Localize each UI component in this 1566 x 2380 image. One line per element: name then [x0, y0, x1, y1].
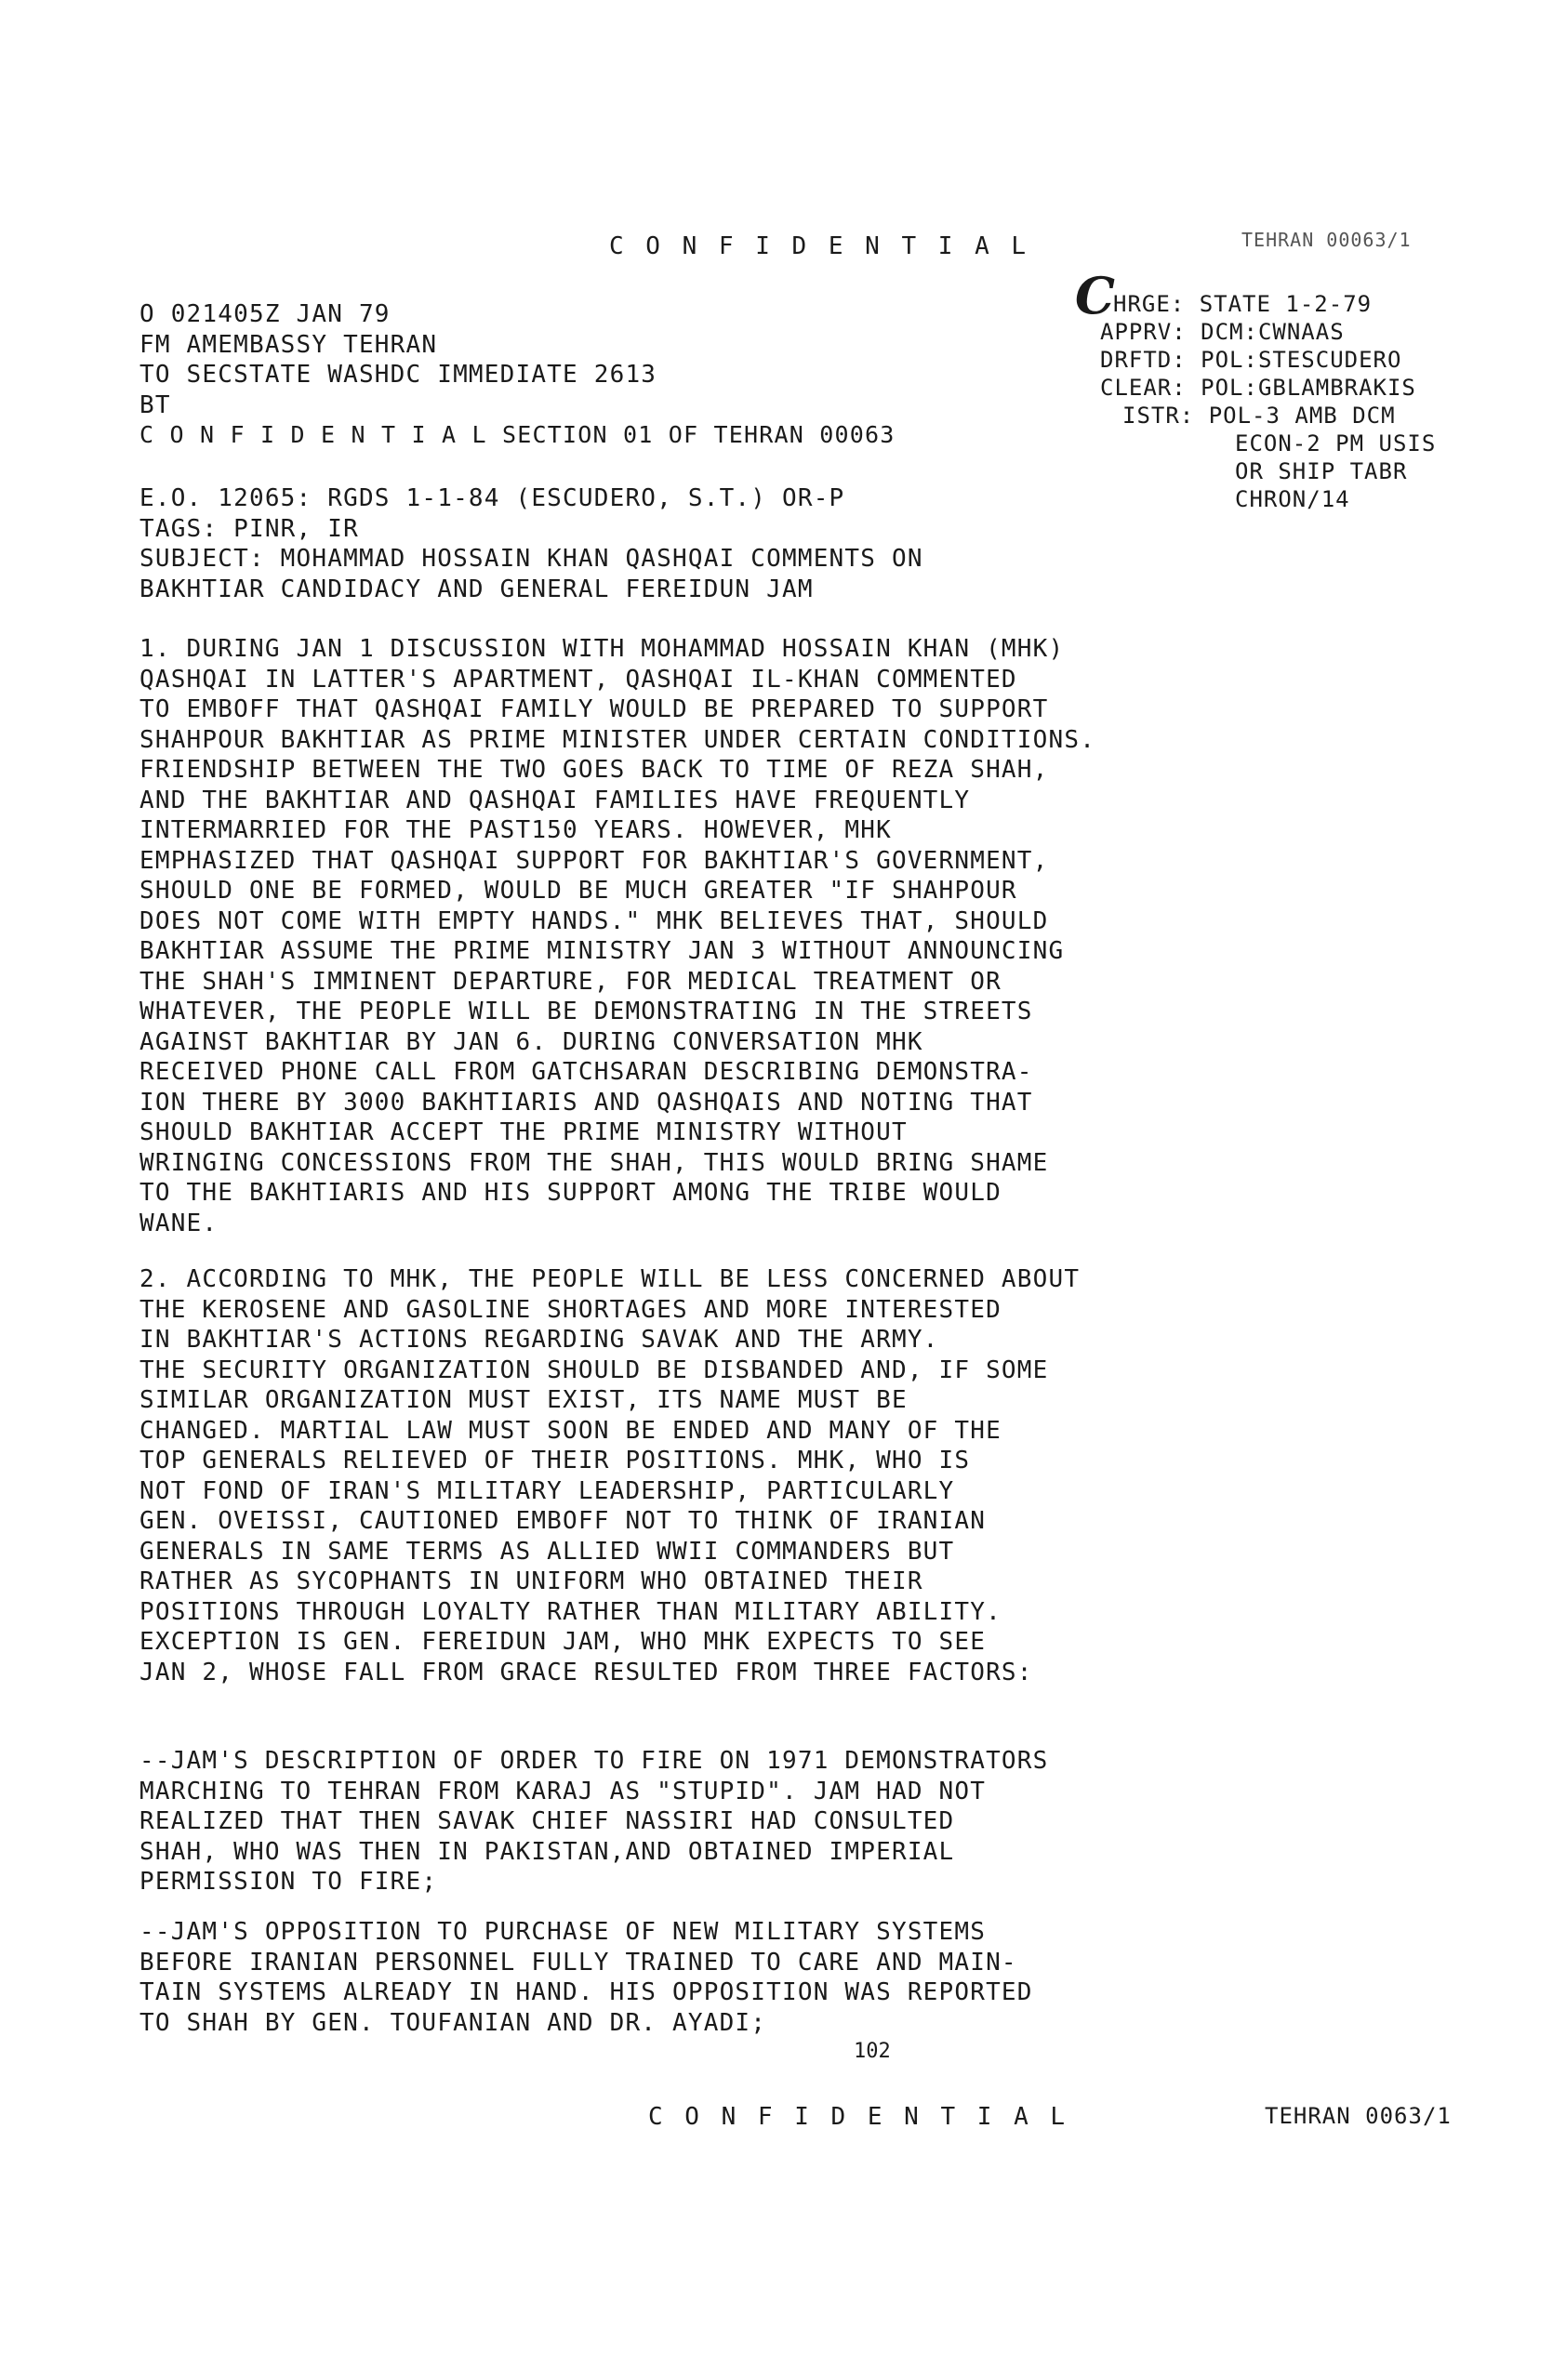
text-line: TAIN SYSTEMS ALREADY IN HAND. HIS OPPOSITION WAS REPORTED	[139, 1978, 1033, 2006]
text-line: EMPHASIZED THAT QASHQAI SUPPORT FOR BAKHTIAR'S GOVERNMENT,	[139, 846, 1049, 875]
section-line: C O N F I D E N T I A L SECTION 01 OF TEHRAN 00063	[139, 421, 896, 448]
text-line: THE SHAH'S IMMINENT DEPARTURE, FOR MEDICAL TREATMENT OR	[139, 967, 1002, 996]
text-line: FRIENDSHIP BETWEEN THE TWO GOES BACK TO TIME OF REZA SHAH,	[139, 756, 1049, 784]
text-line: --JAM'S DESCRIPTION OF ORDER TO FIRE ON 1971 DEMONSTRATORS	[139, 1747, 1049, 1775]
clearance-line: ECON-2 PM USIS	[1235, 430, 1437, 456]
text-line: QASHQAI IN LATTER'S APARTMENT, QASHQAI IL-KHAN COMMENTED	[139, 665, 1017, 694]
text-line: DOES NOT COME WITH EMPTY HANDS." MHK BELIEVES THAT, SHOULD	[139, 906, 1049, 935]
classification-bottom: C O N F I D E N T I A L	[648, 2103, 1069, 2131]
to-line: TO SECSTATE WASHDC IMMEDIATE 2613	[139, 361, 657, 389]
handwritten-charge-mark: C	[1075, 266, 1115, 325]
text-line: AGAINST BAKHTIAR BY JAN 6. DURING CONVERSATION MHK	[139, 1027, 923, 1056]
text-line: GENERALS IN SAME TERMS AS ALLIED WWII COMMANDERS BUT	[139, 1537, 955, 1566]
clearance-block	[1100, 290, 1436, 513]
classification-top: C O N F I D E N T I A L	[609, 232, 1030, 260]
clearance-line: OR SHIP TABR	[1235, 458, 1408, 484]
text-line: POSITIONS THROUGH LOYALTY RATHER THAN MILITARY ABILITY.	[139, 1597, 1002, 1626]
text-line: SIMILAR ORGANIZATION MUST EXIST, ITS NAME MUST BE	[139, 1386, 908, 1414]
clearance-line: ISTR: POL-3 AMB DCM	[1122, 403, 1396, 429]
text-line: REALIZED THAT THEN SAVAK CHIEF NASSIRI HAD CONSULTED	[139, 1807, 955, 1835]
text-line: TOP GENERALS RELIEVED OF THEIR POSITIONS. MHK, WHO IS	[139, 1447, 971, 1474]
bullet-item-1	[139, 1746, 1049, 1897]
text-line: TO THE BAKHTIARIS AND HIS SUPPORT AMONG THE TRIBE WOULD	[139, 1179, 1002, 1207]
text-line: BEFORE IRANIAN PERSONNEL FULLY TRAINED TO CARE AND MAIN-	[139, 1948, 1017, 1977]
text-line: TO EMBOFF THAT QASHQAI FAMILY WOULD BE PREPARED TO SUPPORT	[139, 695, 1049, 723]
page-number: 102	[854, 2040, 891, 2063]
text-line: 2. ACCORDING TO MHK, THE PEOPLE WILL BE LESS CONCERNED ABOUT	[139, 1265, 1081, 1293]
text-line: SHOULD BAKHTIAR ACCEPT THE PRIME MINISTRY WITHOUT	[139, 1118, 908, 1146]
text-line: SHAH, WHO WAS THEN IN PAKISTAN,AND OBTAINED IMPERIAL	[139, 1837, 955, 1866]
subject-line: BAKHTIAR CANDIDACY AND GENERAL FEREIDUN JAM	[139, 575, 814, 603]
text-line: THE SECURITY ORGANIZATION SHOULD BE DISBANDED AND, IF SOME	[139, 1355, 1049, 1384]
text-line: THE KEROSENE AND GASOLINE SHORTAGES AND MORE INTERESTED	[139, 1295, 1002, 1324]
bt-line: BT	[139, 390, 171, 419]
paragraph-2	[139, 1264, 1080, 1687]
text-line: IN BAKHTIAR'S ACTIONS REGARDING SAVAK AND THE ARMY.	[139, 1326, 939, 1354]
text-line: TO SHAH BY GEN. TOUFANIAN AND DR. AYADI;	[139, 2008, 767, 2037]
text-line: BAKHTIAR ASSUME THE PRIME MINISTRY JAN 3 WITHOUT ANNOUNCING	[139, 937, 1065, 965]
clearance-line: APPRV: DCM:CWNAAS	[1100, 319, 1345, 345]
bullet-item-2	[139, 1917, 1033, 2038]
text-line: AND THE BAKHTIAR AND QASHQAI FAMILIES HAVE FREQUENTLY	[139, 786, 971, 814]
text-line: JAN 2, WHOSE FALL FROM GRACE RESULTED FROM THREE FACTORS:	[139, 1658, 1033, 1686]
text-line: RECEIVED PHONE CALL FROM GATCHSARAN DESCRIBING DEMONSTRA-	[139, 1058, 1033, 1086]
text-line: SHOULD ONE BE FORMED, WOULD BE MUCH GREATER "IF SHAHPOUR	[139, 877, 1017, 905]
reference-top-right: TEHRAN 00063/1	[1241, 229, 1412, 251]
clearance-line: HRGE: STATE 1-2-79	[1113, 291, 1373, 317]
text-line: EXCEPTION IS GEN. FEREIDUN JAM, WHO MHK EXPECTS TO SEE	[139, 1628, 987, 1656]
clearance-line: CHRON/14	[1235, 486, 1350, 512]
text-line: WANE.	[139, 1209, 219, 1237]
subject-line: SUBJECT: MOHAMMAD HOSSAIN KHAN QASHQAI COMMENTS ON	[139, 545, 923, 573]
from-line: FM AMEMBASSY TEHRAN	[139, 330, 438, 359]
meta-block	[139, 483, 923, 604]
clearance-line: CLEAR: POL:GBLAMBRAKIS	[1100, 375, 1416, 401]
text-line: CHANGED. MARTIAL LAW MUST SOON BE ENDED AND MANY OF THE	[139, 1416, 1002, 1445]
routing-block	[139, 299, 896, 451]
text-line: NOT FOND OF IRAN'S MILITARY LEADERSHIP, PARTICULARLY	[139, 1476, 955, 1505]
text-line: INTERMARRIED FOR THE PAST150 YEARS. HOWEVER, MHK	[139, 816, 892, 844]
text-line: WHATEVER, THE PEOPLE WILL BE DEMONSTRATING IN THE STREETS	[139, 998, 1033, 1025]
paragraph-1	[139, 634, 1095, 1238]
text-line: GEN. OVEISSI, CAUTIONED EMBOFF NOT TO THINK OF IRANIAN	[139, 1507, 987, 1535]
text-line: RATHER AS SYCOPHANTS IN UNIFORM WHO OBTAINED THEIR	[139, 1567, 923, 1595]
clearance-line: DRFTD: POL:STESCUDERO	[1100, 347, 1402, 373]
reference-bottom-right: TEHRAN 0063/1	[1265, 2103, 1452, 2129]
date-time-group: O 021405Z JAN 79	[139, 300, 391, 328]
text-line: ION THERE BY 3000 BAKHTIARIS AND QASHQAIS AND NOTING THAT	[139, 1088, 1033, 1117]
text-line: WRINGING CONCESSIONS FROM THE SHAH, THIS WOULD BRING SHAME	[139, 1148, 1049, 1177]
text-line: PERMISSION TO FIRE;	[139, 1868, 438, 1896]
text-line: SHAHPOUR BAKHTIAR AS PRIME MINISTER UNDER CERTAIN CONDITIONS.	[139, 725, 1096, 754]
text-line: 1. DURING JAN 1 DISCUSSION WITH MOHAMMAD HOSSAIN KHAN (MHK)	[139, 635, 1065, 663]
text-line: --JAM'S OPPOSITION TO PURCHASE OF NEW MILITARY SYSTEMS	[139, 1918, 987, 1946]
text-line: MARCHING TO TEHRAN FROM KARAJ AS "STUPID". JAM HAD NOT	[139, 1777, 987, 1805]
tags-line: TAGS: PINR, IR	[139, 514, 359, 543]
eo-line: E.O. 12065: RGDS 1-1-84 (ESCUDERO, S.T.) OR-P	[139, 484, 845, 512]
